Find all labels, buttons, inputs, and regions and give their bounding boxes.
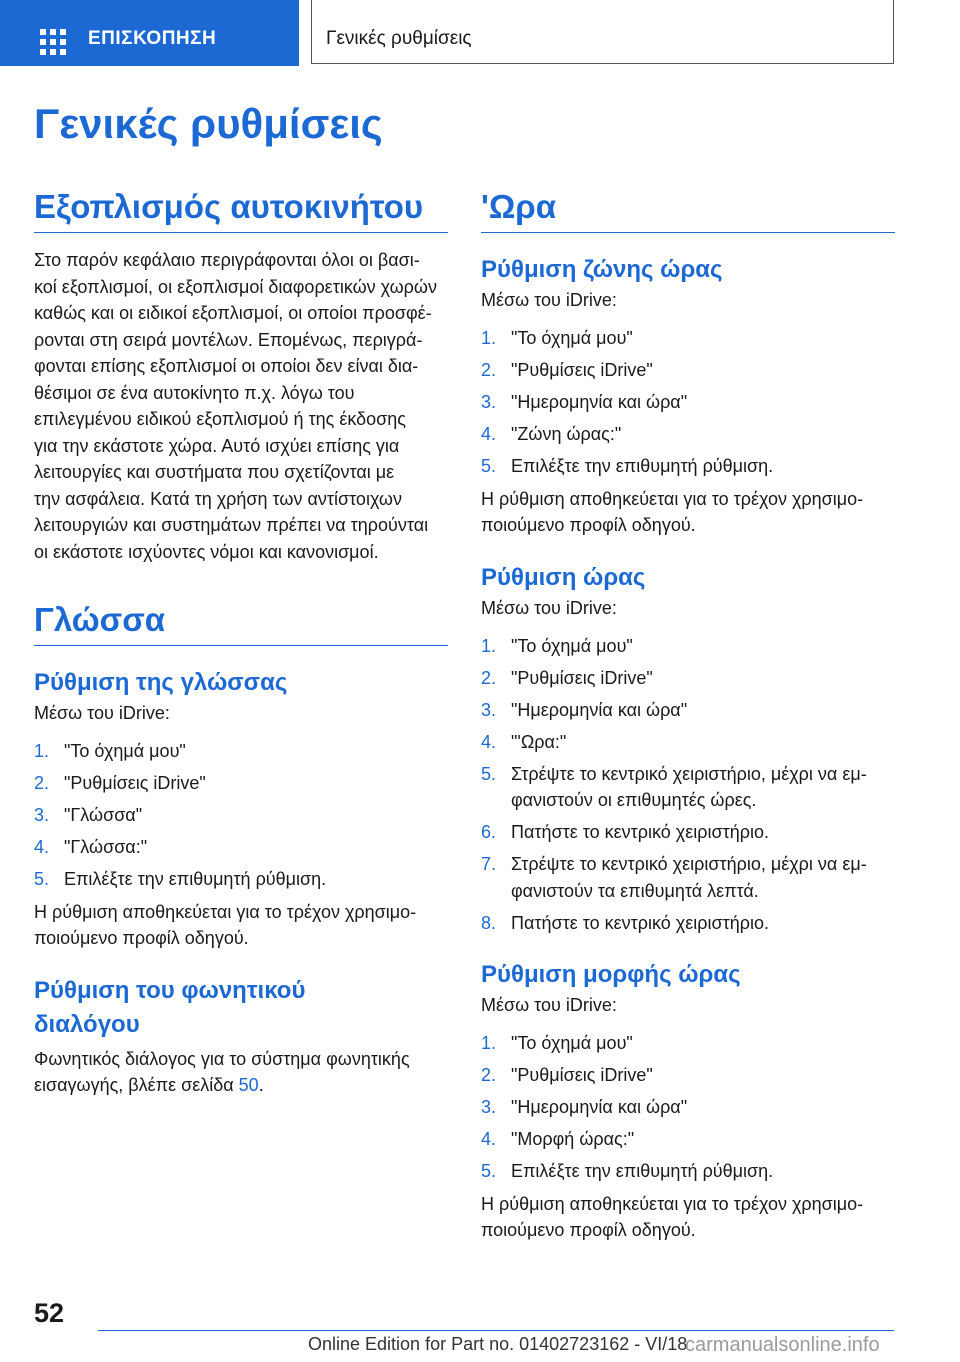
list-item: 2. "Ρυθμίσεις iDrive"	[34, 773, 206, 793]
left-column	[34, 188, 448, 1099]
format-heading: Ρύθμιση μορφής ώρας	[481, 961, 741, 988]
format-note: Η ρύθμιση αποθηκεύεται για το τρέχον χρησιμο‐ ποιούμενο προφίλ οδηγού.	[481, 1193, 864, 1240]
edition-text: Online Edition for Part no. 01402723162 - VI/18	[308, 1334, 688, 1354]
grid-icon	[40, 29, 66, 55]
zone-note: Η ρύθμιση αποθηκεύεται για το τρέχον χρησιμο‐ ποιούμενο προφίλ οδηγού.	[481, 488, 864, 535]
list-item: 3. "Ημερομηνία και ώρα"	[481, 699, 688, 720]
list-item: 4. "'Ωρα:"	[481, 731, 567, 752]
language-heading: Γλώσσα	[34, 601, 448, 646]
list-item: 5. Επιλέξτε την επιθυμητή ρύθμιση.	[481, 1161, 774, 1181]
time-heading: 'Ωρα	[481, 188, 895, 233]
list-item: 4. "Γλώσσα:"	[34, 837, 148, 857]
time-set-heading: Ρύθμιση ώρας	[481, 563, 646, 591]
zone-steps	[481, 325, 895, 480]
list-item: 5. Επιλέξτε την επιθυμητή ρύθμιση.	[481, 456, 774, 476]
list-item: 3. "Γλώσσα"	[34, 805, 143, 825]
list-item: 1. "Το όχημά μου"	[481, 1033, 633, 1053]
time-via: Μέσω του iDrive:	[481, 597, 617, 618]
page-link[interactable]: 50	[238, 1075, 259, 1095]
list-item: 5. Επιλέξτε την επιθυμητή ρύθμιση.	[34, 869, 327, 889]
list-item: 3. "Ημερομηνία και ώρα"	[481, 392, 688, 412]
list-item: 2. "Ρυθμίσεις iDrive"	[481, 667, 653, 688]
list-item: 1. "Το όχημά μου"	[481, 328, 633, 348]
format-via: Μέσω του iDrive:	[481, 995, 617, 1015]
list-item: 7. Στρέψτε το κεντρικό χειριστήριο, μέχρι να εμ‐ φανιστούν τα επιθυμητά λεπτά.	[481, 854, 867, 901]
list-item: 3. "Ημερομηνία και ώρα"	[481, 1097, 688, 1117]
lang-via: Μέσω του iDrive:	[34, 703, 170, 723]
lang-steps	[34, 738, 448, 893]
lang-note: Η ρύθμιση αποθηκεύεται για το τρέχον χρησιμο‐ ποιούμενο προφίλ οδηγού.	[34, 901, 417, 948]
format-steps	[481, 1030, 895, 1185]
equipment-heading: Εξοπλισμός αυτοκινήτου	[34, 188, 448, 233]
breadcrumb-text: Γενικές ρυθμίσεις	[326, 28, 472, 49]
watermark: carmanualsonline.info	[685, 1334, 880, 1356]
lang-setting-heading: Ρύθμιση της γλώσσας	[34, 669, 288, 696]
voice-heading: Ρύθμιση του φωνητικού διαλόγου	[34, 976, 306, 1038]
list-item: 4. "Μορφή ώρας:"	[481, 1129, 635, 1149]
footer-divider	[98, 1330, 894, 1331]
list-item: 1. "Το όχημά μου"	[34, 741, 186, 761]
list-item: 5. Στρέψτε το κεντρικό χειριστήριο, μέχρι να εμ‐ φανιστούν οι επιθυμητές ώρες.	[481, 763, 867, 810]
list-item: 2. "Ρυθμίσεις iDrive"	[481, 360, 653, 380]
top-bar	[0, 0, 960, 66]
zone-via: Μέσω του iDrive:	[481, 290, 617, 310]
list-item: 6. Πατήστε το κεντρικό χειριστήριο.	[481, 822, 769, 842]
list-item: 1. "Το όχημά μου"	[481, 635, 633, 656]
zone-heading: Ρύθμιση ζώνης ώρας	[481, 256, 723, 283]
page-number: 52	[34, 1298, 65, 1328]
list-item: 8. Πατήστε το κεντρικό χειριστήριο.	[481, 912, 769, 933]
page-title: Γενικές ρυθμίσεις	[34, 100, 383, 147]
time-steps	[481, 633, 895, 937]
right-column	[481, 188, 895, 1244]
breadcrumb[interactable]	[311, 0, 894, 64]
voice-text: Φωνητικός διάλογος για το σύστημα φωνητικής εισαγωγής, βλέπε σελίδα 50.	[34, 1048, 410, 1095]
overview-tab[interactable]	[0, 0, 299, 66]
list-item: 2. "Ρυθμίσεις iDrive"	[481, 1065, 653, 1085]
overview-label: ΕΠΙΣΚΟΠΗΣΗ	[88, 28, 217, 49]
equipment-text: Στο παρόν κεφάλαιο περιγράφονται όλοι οι βασι‐ κοί εξοπλισμοί, οι εξοπλισμοί διαφορετικών χωρών καθώς και οι ειδικοί εξοπλισμοί, οι οποίοι προσφέ‐ ρονται στη σειρά μοντέλων. Επομένως, περιγρά‐ φονται επίσης εξοπλισμοί οι οποίοι δεν είναι δια‐ θέσιμοι σε ένα αυτοκίνητο π.χ. λόγω του επιλεγμένου ειδικού εξοπλισμού ή της έκδοσης για την εκάστοτε χώρα. Αυτό ισχύει επίσης για λειτουργίες και συστήματα που σχετίζονται με την ασφάλεια. Κατά τη χρήση των αντίστοιχων λειτουργιών και συστημάτων πρέπει να τηρούνται οι εκάστοτε ισχύοντες νόμοι και κανονισμοί.	[34, 250, 437, 562]
list-item: 4. "Ζώνη ώρας:"	[481, 424, 622, 444]
